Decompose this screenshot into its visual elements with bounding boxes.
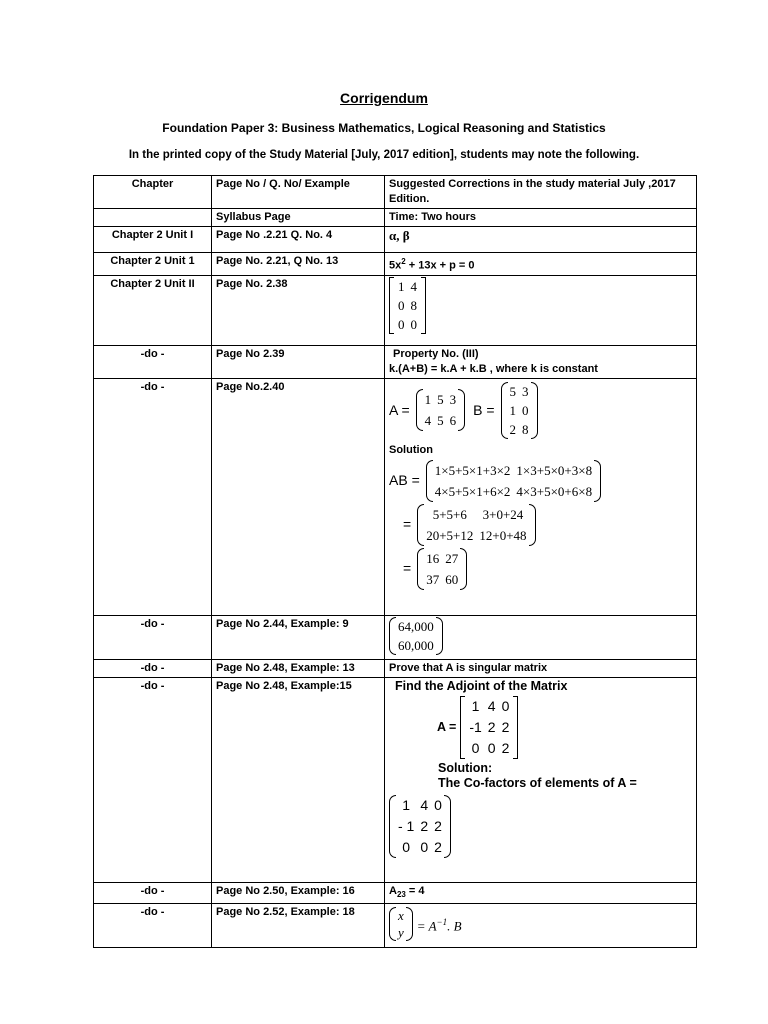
matrix-cell: 1 xyxy=(471,697,480,714)
matrix-cell: 3 xyxy=(522,383,529,399)
table-row xyxy=(94,209,697,227)
row-chapter: -do - xyxy=(94,615,212,659)
matrix-cell: - 1 xyxy=(398,817,415,834)
matrix-cell: 0 xyxy=(487,739,496,756)
matrix-cell: 0 xyxy=(402,838,411,855)
matrix-cell: 1 xyxy=(402,796,411,813)
matrix-cell: 64,000 xyxy=(398,618,434,634)
row-page: Syllabus Page xyxy=(212,209,385,227)
solution-label: Solution: xyxy=(438,760,493,775)
matrix-cell: 0 xyxy=(522,402,529,418)
table-row xyxy=(94,275,697,345)
header-correction: Suggested Corrections in the study material July ,2017 Edition. xyxy=(385,176,697,209)
matrix-cell: 1 xyxy=(424,392,432,408)
matrix-cell: 27 xyxy=(445,550,459,566)
row-correction: Time: Two hours xyxy=(385,209,697,227)
matrix-cell: 5+5+6 xyxy=(432,506,467,522)
rhs: = $A^{-1}$. B xyxy=(416,916,462,933)
row-correction: Prove that A is singular matrix xyxy=(385,659,697,677)
matrix-cell: 5 xyxy=(437,392,444,408)
matrix-cell: 1 xyxy=(398,278,405,294)
matrix-cell: 4×5+5×1+6×2 xyxy=(434,483,511,499)
row-correction xyxy=(385,275,697,345)
matrix-cell: 60 xyxy=(445,571,459,587)
table-row xyxy=(94,227,697,253)
property-line: Property No. (III) xyxy=(393,347,479,360)
matrix-cell: 2 xyxy=(501,739,510,756)
matrix-cell: x xyxy=(398,907,404,923)
row-chapter xyxy=(94,209,212,227)
paper-subtitle: Foundation Paper 3: Business Mathematics, Logical Reasoning and Statistics xyxy=(162,121,606,135)
matrix-cell: 1×5+5×1+3×2 xyxy=(434,462,511,478)
table-row xyxy=(94,882,697,903)
matrix-body xyxy=(432,460,595,502)
table-row xyxy=(94,253,697,276)
matrix-cell: 0 xyxy=(398,297,405,313)
matrix-cell: 20+5+12 xyxy=(426,527,474,543)
matrix-cell: 2 xyxy=(434,838,442,855)
matrix-cell: 3+0+24 xyxy=(482,506,524,522)
matrix-ab-expanded xyxy=(426,460,601,502)
matrix-body xyxy=(423,504,529,546)
row-chapter: -do - xyxy=(94,345,212,378)
matrix-cell: 4 xyxy=(420,796,429,813)
matrix-cell: 0 xyxy=(420,838,429,855)
row-chapter: Chapter 2 Unit 1 xyxy=(94,253,212,276)
label-b: B = xyxy=(473,401,495,418)
matrix-cell: 1 xyxy=(509,402,517,418)
row-page: Page No. 2.21, Q No. 13 xyxy=(212,253,385,276)
vector-xy xyxy=(389,907,413,941)
equals: = xyxy=(403,516,412,533)
label-a: A = xyxy=(389,401,410,418)
row-page: Page No 2.50, Example: 16 xyxy=(212,882,385,903)
matrix-cell: 4×3+5×0+6×8 xyxy=(516,483,593,499)
row-page: Page No 2.52, Example: 18 xyxy=(212,903,385,947)
solution-label: Solution xyxy=(389,443,433,456)
row-chapter: Chapter 2 Unit II xyxy=(94,275,212,345)
matrix-body xyxy=(395,277,420,334)
label-a: A = xyxy=(437,719,457,734)
row-correction xyxy=(385,615,697,659)
row-correction: α, β xyxy=(385,227,697,253)
matrix-cell: y xyxy=(398,924,404,940)
equals: = xyxy=(403,560,412,577)
page-title: Corrigendum xyxy=(340,90,428,106)
row-correction xyxy=(385,345,697,378)
header-page: Page No / Q. No/ Example xyxy=(212,176,385,209)
matrix-cell: -1 xyxy=(469,718,482,735)
matrix-cell: 2 xyxy=(434,817,442,834)
matrix-cell: 37 xyxy=(426,571,440,587)
matrix-body xyxy=(423,548,461,590)
matrix-cell: 60,000 xyxy=(398,637,434,653)
row-chapter: -do - xyxy=(94,659,212,677)
matrix-body xyxy=(395,617,437,655)
matrix-a xyxy=(416,389,466,431)
row-chapter: -do - xyxy=(94,378,212,615)
property-formula: k.(A+B) = k.A + k.B , where k is constant xyxy=(389,362,598,375)
matrix-cell: 12+0+48 xyxy=(479,527,527,543)
matrix-cell: 4 xyxy=(424,413,432,429)
matrix xyxy=(389,277,426,334)
matrix-a xyxy=(460,696,518,759)
corrigendum-table xyxy=(93,175,697,948)
row-page: Page No .2.21 Q. No. 4 xyxy=(212,227,385,253)
matrix-cell: 8 xyxy=(522,421,529,437)
matrix-cell: 2 xyxy=(501,718,510,735)
matrix-cell: 0 xyxy=(434,796,442,813)
row-chapter: -do - xyxy=(94,903,212,947)
row-correction: $A_{23} = 4$ xyxy=(385,882,697,903)
table-header-row xyxy=(94,176,697,209)
matrix-cell: 5 xyxy=(437,413,444,429)
matrix-cell: 2 xyxy=(487,718,496,735)
matrix-cell: 4 xyxy=(487,697,496,714)
cofactor-label: The Co-factors of elements of A = xyxy=(438,775,637,790)
row-correction xyxy=(385,378,697,615)
matrix-ab-result xyxy=(417,548,467,590)
table-row xyxy=(94,903,697,947)
matrix xyxy=(389,617,443,655)
matrix-body xyxy=(422,389,460,431)
row-page: Page No. 2.38 xyxy=(212,275,385,345)
table-row xyxy=(94,659,697,677)
matrix-cell: 0 xyxy=(471,739,480,756)
matrix-cell: 2 xyxy=(420,817,429,834)
matrix-cell: 0 xyxy=(501,697,510,714)
row-page: Page No 2.48, Example:15 xyxy=(212,677,385,882)
matrix-cell: 0 xyxy=(410,316,417,332)
matrix-cell: 4 xyxy=(410,278,417,294)
matrix-cell: 2 xyxy=(509,421,517,437)
matrix-body xyxy=(466,696,512,759)
row-correction: $5x^2 + 13x + p = 0$ xyxy=(385,253,697,276)
matrix-cell: 0 xyxy=(398,316,405,332)
matrix-cell: 3 xyxy=(449,392,457,408)
matrix-cell: 1×3+5×0+3×8 xyxy=(516,462,593,478)
matrix-cell: 16 xyxy=(426,550,440,566)
matrix-cell: 6 xyxy=(449,413,457,429)
row-page: Page No 2.48, Example: 13 xyxy=(212,659,385,677)
row-chapter: -do - xyxy=(94,882,212,903)
table-row xyxy=(94,378,697,615)
matrix-ab-sum xyxy=(417,504,535,546)
row-correction xyxy=(385,903,697,947)
matrix-b xyxy=(501,382,538,439)
matrix-cofactors xyxy=(389,795,451,858)
table-row xyxy=(94,345,697,378)
label-ab: AB = xyxy=(389,472,420,489)
row-page: Page No 2.44, Example: 9 xyxy=(212,615,385,659)
matrix-body xyxy=(507,382,532,439)
table-row xyxy=(94,615,697,659)
row-chapter: Chapter 2 Unit I xyxy=(94,227,212,253)
matrix-cell: 5 xyxy=(509,383,517,399)
row-page: Page No 2.39 xyxy=(212,345,385,378)
row-correction xyxy=(385,677,697,882)
intro-note: In the printed copy of the Study Material [July, 2017 edition], students may note the following. xyxy=(128,149,640,161)
adjoint-heading: Find the Adjoint of the Matrix xyxy=(395,678,568,693)
header-chapter: Chapter xyxy=(94,176,212,209)
matrix-body xyxy=(395,907,407,941)
matrix-body xyxy=(395,795,445,858)
matrix-cell: 8 xyxy=(410,297,417,313)
table-row xyxy=(94,677,697,882)
row-chapter: -do - xyxy=(94,677,212,882)
row-page: Page No.2.40 xyxy=(212,378,385,615)
